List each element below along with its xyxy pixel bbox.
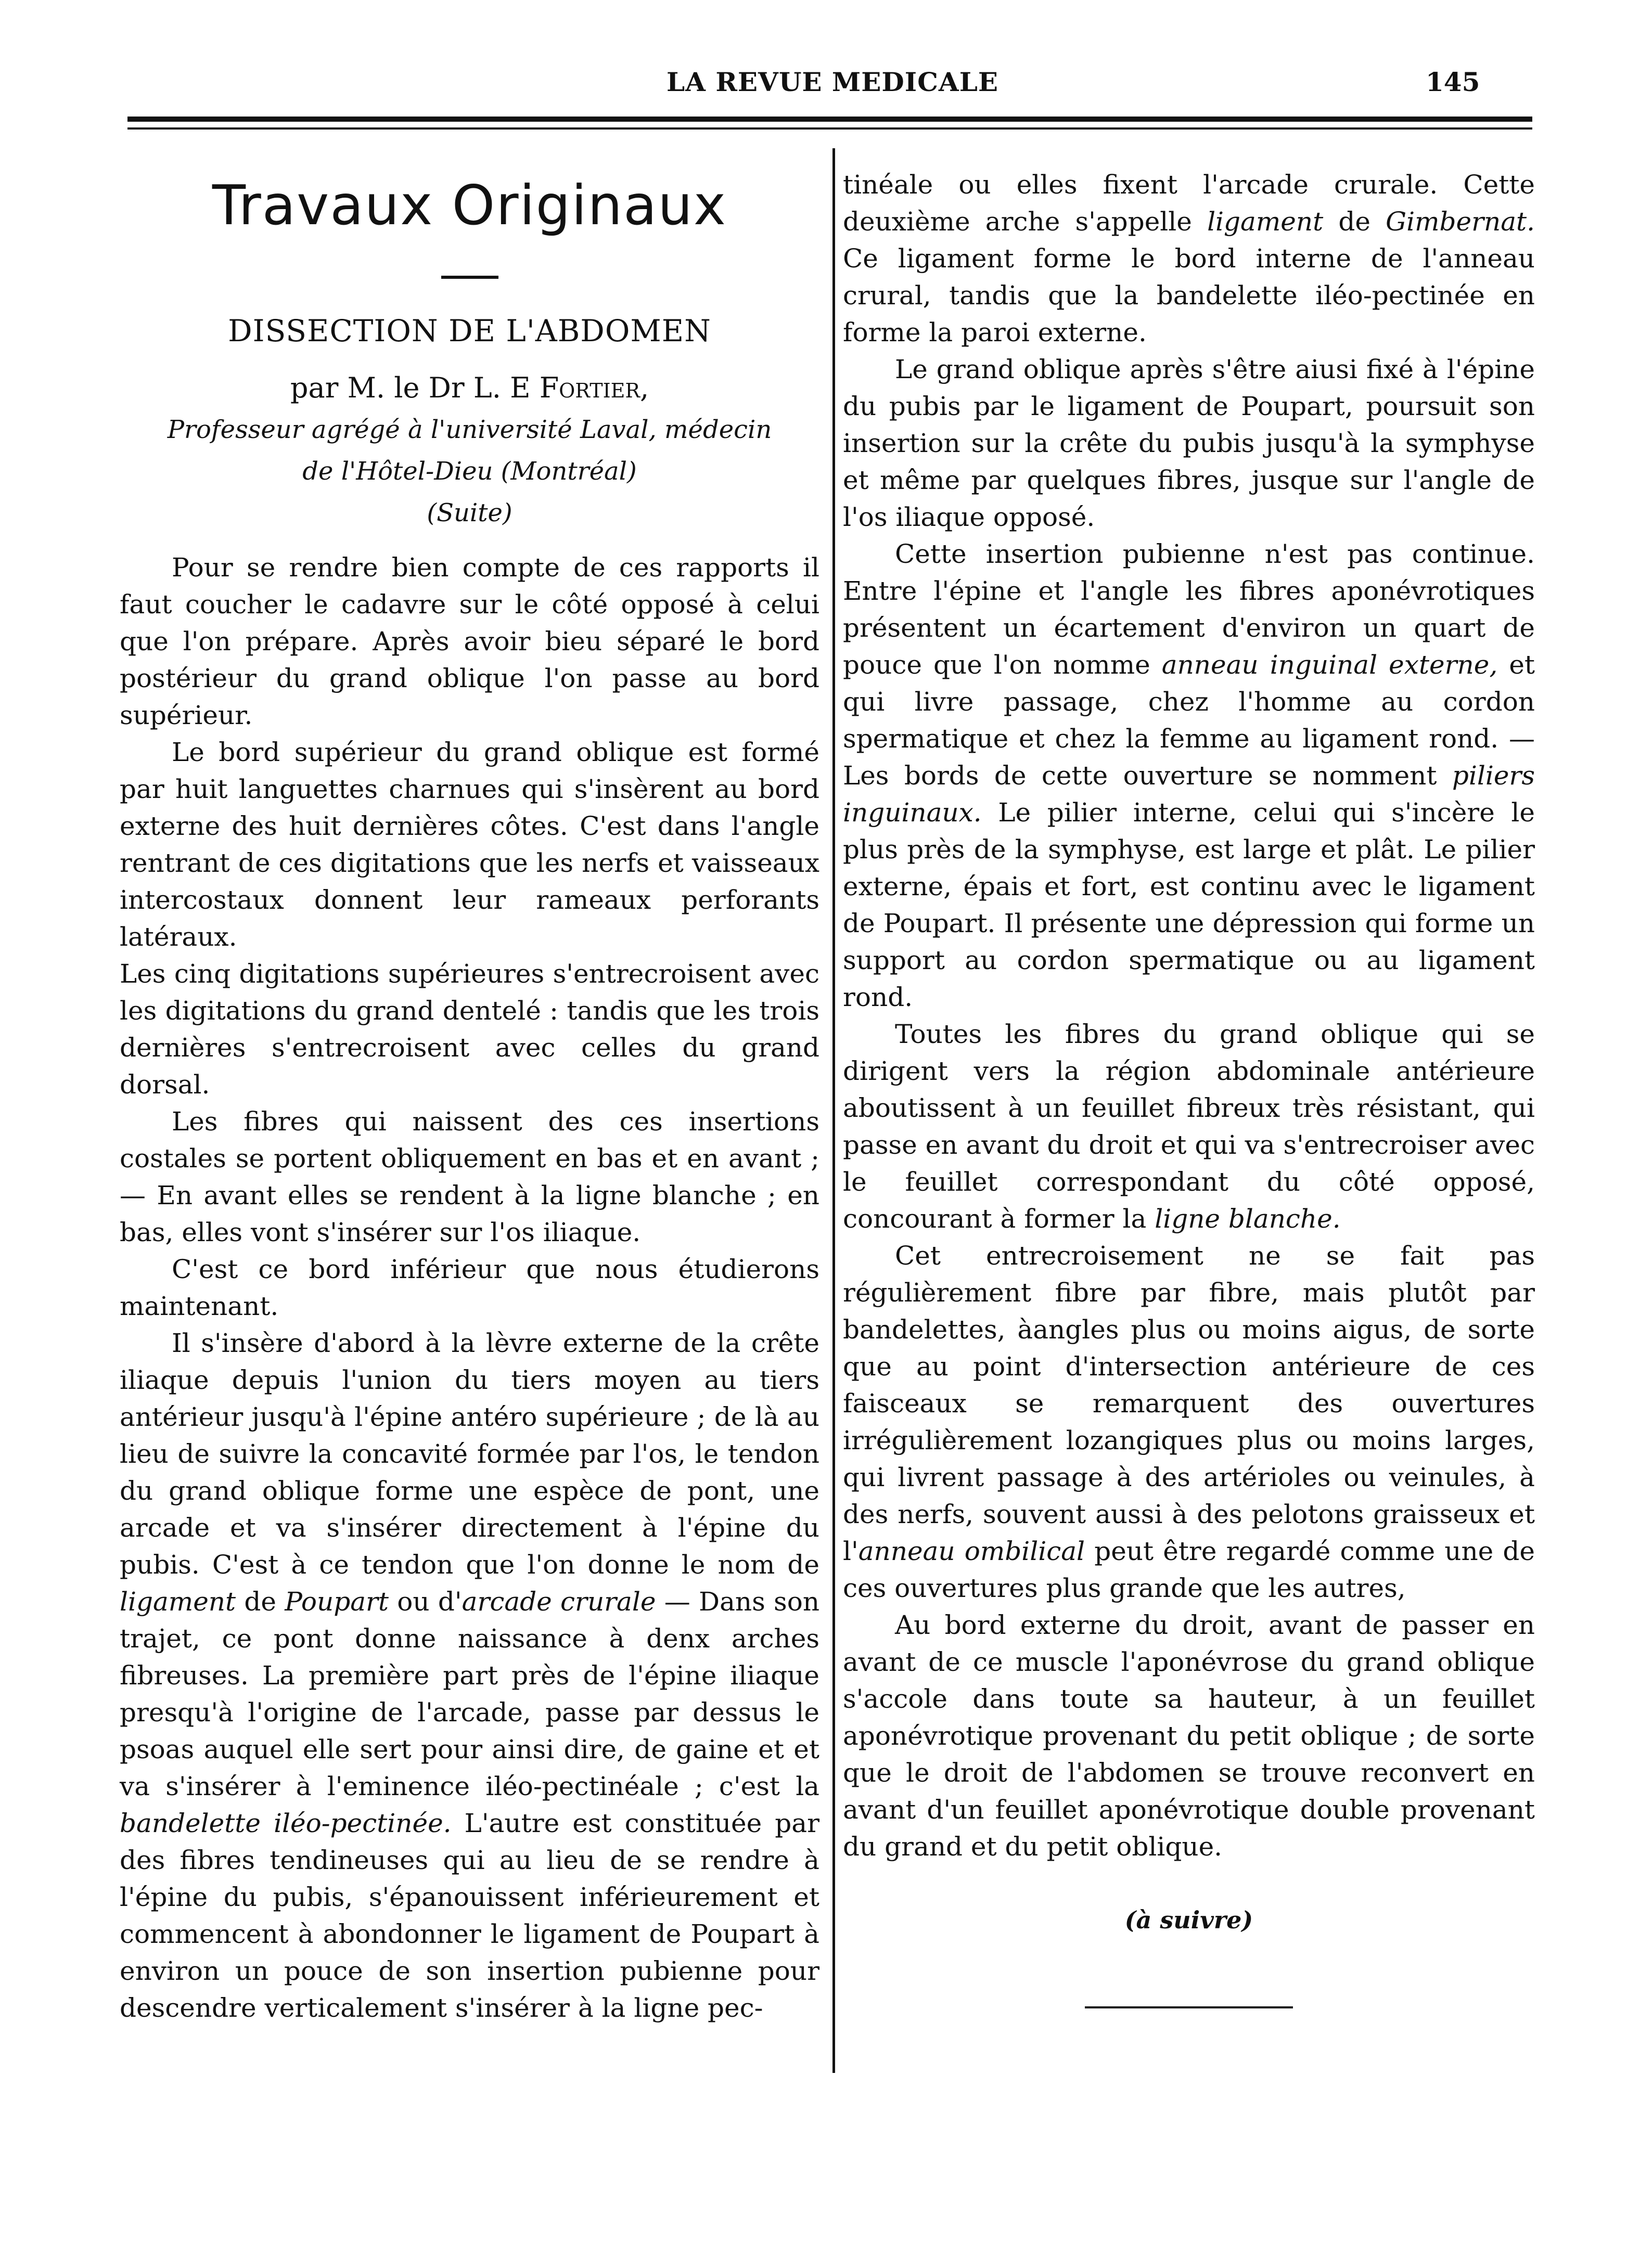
header-rule-thick — [127, 117, 1532, 122]
header-rule-thin — [127, 127, 1532, 130]
page-number: 145 — [1426, 67, 1480, 97]
italic-term: anneau inguinal externe, — [1161, 650, 1498, 680]
paragraph: C'est ce bord inférieur que nous étudierons maintenant. — [120, 1254, 819, 1321]
paragraph: Il s'insère d'abord à la lèvre externe de la crête iliaque depuis l'union du tiers moyen au tiers antérieur jusqu'à l'épine antéro supérieure ; de là au lieu de suivre la concavité formée par l'os, le tendon du grand oblique forme une espèce de pont, une arcade et va s'insérer directement à l'épine du pubis. C'est à ce tendon que l'on donne le nom de ligament de Poupart ou d'arcade crurale — Dans son trajet, ce pont donne naissance à denx arches fibreuses. La première part près de l'épine iliaque presqu'à l'origine de l'arcade, passe par dessus le psoas auquel elle sert pour ainsi dire, de gaine et et va s'insérer à l'eminence iléo-pectinéale ; c'est la bandelette iléo-pectinée. L'autre est constituée par des fibres tendineuses qui au lieu de se rendre à l'épine du pubis, s'épanouissent inférieurement et commencent à abondonner le ligament de Poupart à environ un pouce de son insertion pubienne pour descendre verticalement s'insérer à la ligne pec- — [120, 1328, 820, 2023]
affiliation-line-2: de l'Hôtel-Dieu (Montréal) — [302, 457, 637, 486]
author-name: Fortier, — [539, 371, 649, 404]
paragraph: Au bord externe du droit, avant de passer en avant de ce muscle l'aponévrose du grand oblique s'accole dans toute sa hauteur, à un feuillet aponévrotique provenant du petit oblique ; de sorte que le droit de l'abdomen se trouve reconvert en avant d'un feuillet aponévrotique double provenant du grand et du petit oblique. — [843, 1610, 1535, 1862]
running-head: LA REVUE MEDICALE — [667, 67, 998, 97]
italic-term: bandelette iléo-pectinée. — [120, 1808, 452, 1838]
italic-term: anneau ombilical — [858, 1536, 1085, 1566]
continued-label: (à suivre) — [1124, 1906, 1253, 1934]
right-column — [843, 166, 1535, 2008]
column-divider — [832, 148, 835, 2073]
suite-label: (Suite) — [427, 498, 512, 527]
paragraph: Les cinq digitations supérieures s'entrecroisent avec les digitations du grand dentelé : tandis que les trois dernières s'entrecroisent avec celles du grand dorsal. — [120, 959, 819, 1100]
article-title: DISSECTION DE L'ABDOMEN — [228, 313, 711, 349]
italic-term: piliers inguinaux. — [843, 761, 1535, 828]
end-rule — [1085, 2006, 1293, 2008]
paragraph: Cette insertion pubienne n'est pas continue. Entre l'épine et l'angle les fibres aponévrotiques présentent un écartement d'environ un quart de pouce que l'on nomme anneau inguinal externe, et qui livre passage, chez l'homme au cordon spermatique et chez la femme au ligament rond. — Les bords de cette ouverture se nomment piliers inguinaux. Le pilier interne, celui qui s'incère le plus près de la symphyse, est large et plât. Le pilier externe, épais et fort, est continu avec le ligament de Poupart. Il présente une dépression qui forme un support au cordon spermatique ou au ligament rond. — [843, 539, 1535, 1012]
title-dash-divider — [441, 276, 498, 279]
left-column — [120, 166, 819, 2027]
italic-term: arcade crurale — [462, 1587, 656, 1617]
italic-term: ligne blanche. — [1155, 1204, 1341, 1234]
section-title: Travaux Originaux — [212, 174, 727, 237]
author-line — [120, 367, 819, 409]
italic-term: ligament — [1207, 207, 1324, 237]
paragraph: Les fibres qui naissent des ces insertions costales se portent obliquement en bas et en avant ; — En avant elles se rendent à la ligne blanche ; en bas, elles vont s'insérer sur l'os iliaque. — [120, 1106, 819, 1247]
paragraph: Pour se rendre bien compte de ces rapports il faut coucher le cadavre sur le côté opposé à celui que l'on prépare. Après avoir bieu séparé le bord postérieur du grand oblique l'on passe au bord supérieur. — [120, 552, 819, 730]
author-prefix: par M. le Dr L. E — [290, 371, 540, 404]
affiliation-line-1: Professeur agrégé à l'université Laval, médecin — [167, 415, 772, 444]
italic-term: Poupart — [285, 1587, 389, 1617]
italic-term: Gimbernat. — [1386, 207, 1535, 237]
paragraph: Le bord supérieur du grand oblique est formé par huit languettes charnues qui s'insèrent au bord externe des huit dernières côtes. C'est dans l'angle rentrant de ces digitations que les nerfs et vaisseaux intercostaux donnent leur rameaux perforants latéraux. — [120, 737, 819, 952]
italic-term: ligament — [120, 1587, 236, 1617]
paragraph: Toutes les fibres du grand oblique qui se dirigent vers la région abdominale antérieure aboutissent à un feuillet fibreux très résistant, qui passe en avant du droit et qui va s'entrecroiser avec le feuillet correspondant du côté opposé, concourant à former la ligne blanche. — [843, 1019, 1535, 1234]
paragraph: tinéale ou elles fixent l'arcade crurale. Cette deuxième arche s'appelle ligament de Gimbernat. Ce ligament forme le bord interne de l'anneau crural, tandis que la bandelette iléo-pectinée en forme la paroi externe. — [843, 170, 1535, 347]
paragraph: Le grand oblique après s'être aiusi fixé à l'épine du pubis par le ligament de Poupart, poursuit son insertion sur la crête du pubis jusqu'à la symphyse et même par quelques fibres, jusque sur l'angle de l'os iliaque opposé. — [843, 354, 1535, 532]
paragraph: Cet entrecroisement ne se fait pas régulièrement fibre par fibre, mais plutôt par bandelettes, àangles plus ou moins aigus, de sorte que au point d'intersection antérieure de ces faisceaux se remarquent des ouvertures irrégulièrement lozangiques plus ou moins larges, qui livrent passage à des artérioles ou veinules, à des nerfs, souvent aussi à des pelotons graisseux et l'anneau ombilical peut être regardé comme une de ces ouvertures plus grande que les autres, — [843, 1241, 1535, 1603]
